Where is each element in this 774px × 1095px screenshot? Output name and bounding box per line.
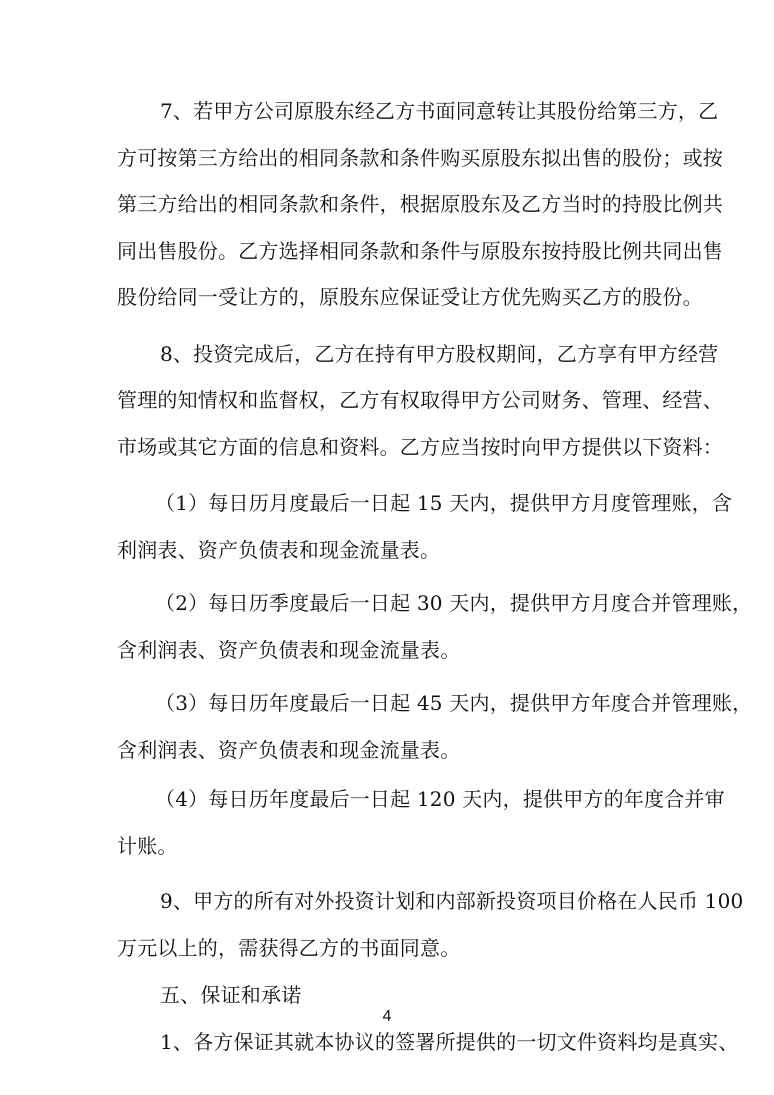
item-2-line-1: （2）每日历季度最后一日起 30 天内，提供甲方月度合并管理账， — [155, 591, 753, 615]
clause-7-line-5: 股份给同一受让方的，原股东应保证受让方优先购买乙方的股份。 — [117, 285, 703, 309]
item-4-line-1: （4）每日历年度最后一日起 120 天内，提供甲方的年度合并审 — [155, 787, 725, 811]
item-3-line-2: 含利润表、资产负债表和现金流量表。 — [117, 738, 461, 762]
clause-7-line-4: 同出售股份。乙方选择相同条款和条件与原股东按持股比例共同出售 — [117, 239, 723, 263]
clause-8-line-2: 管理的知情权和监督权，乙方有权取得甲方公司财务、管理、经营、 — [117, 388, 723, 412]
item-3-line-1: （3）每日历年度最后一日起 45 天内，提供甲方年度合并管理账， — [155, 691, 753, 715]
clause-9-line-2: 万元以上的，需获得乙方的书面同意。 — [117, 936, 461, 960]
clause-8-line-3: 市场或其它方面的信息和资料。乙方应当按时向甲方提供以下资料： — [117, 435, 723, 459]
section-5-heading: 五、保证和承诺 — [160, 983, 302, 1007]
clause-7-line-3: 第三方给出的相同条款和条件，根据原股东及乙方当时的持股比例共 — [117, 192, 723, 216]
page-number: 4 — [382, 1008, 392, 1025]
item-2-line-2: 含利润表、资产负债表和现金流量表。 — [117, 638, 461, 662]
section-5-clause-1-line-1: 1、各方保证其就本协议的签署所提供的一切文件资料均是真实、 — [160, 1030, 739, 1054]
clause-8-line-1: 8、投资完成后，乙方在持有甲方股权期间，乙方享有甲方经营 — [160, 342, 719, 366]
clause-7-line-1: 7、若甲方公司原股东经乙方书面同意转让其股份给第三方，乙 — [160, 99, 719, 123]
clause-7-line-2: 方可按第三方给出的相同条款和条件购买原股东拟出售的股份；或按 — [117, 146, 723, 170]
item-4-line-2: 计账。 — [117, 834, 178, 858]
item-1-line-2: 利润表、资产负债表和现金流量表。 — [117, 538, 441, 562]
item-1-line-1: （1）每日历月度最后一日起 15 天内，提供甲方月度管理账，含 — [155, 491, 733, 515]
clause-9-line-1: 9、甲方的所有对外投资计划和内部新投资项目价格在人民币 100 — [160, 889, 744, 913]
